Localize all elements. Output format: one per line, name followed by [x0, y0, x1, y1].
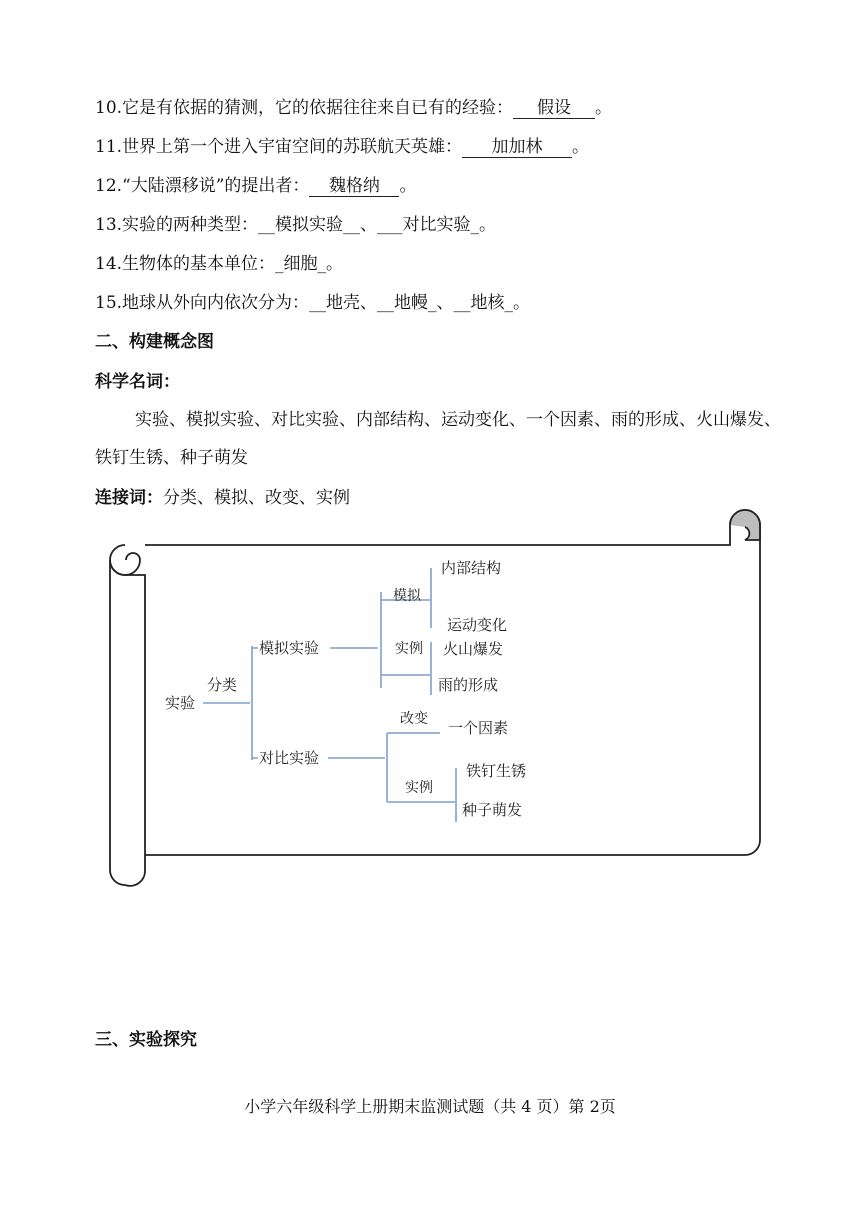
- answer-blank: 假设: [513, 98, 595, 119]
- connector: [381, 600, 430, 675]
- question-number: 14.: [95, 254, 123, 274]
- node-simulation-experiment: 模拟实验: [259, 639, 320, 657]
- answer-1: __地壳: [309, 293, 361, 313]
- question-number: 11.: [95, 137, 123, 157]
- punctuation: 。: [572, 137, 590, 157]
- node-internal-structure: 内部结构: [441, 559, 502, 577]
- node-nail-rusting: 铁钉生锈: [466, 762, 527, 780]
- separator: 、: [360, 215, 378, 235]
- question-text: 生物体的基本单位：: [122, 254, 276, 274]
- answer-blank: 加加林: [462, 137, 572, 158]
- link-words: 分类、模拟、改变、实例: [163, 488, 350, 508]
- link-classify: 分类: [207, 676, 238, 694]
- question-number: 10.: [95, 98, 123, 118]
- link-example-1: 实例: [395, 641, 423, 657]
- answer-1: __模拟实验__: [258, 215, 361, 235]
- section-3-heading: 三、实验探究: [95, 1030, 197, 1050]
- question-text: 地球从外向内依次分为：: [122, 293, 310, 313]
- answer-1: _细胞_: [275, 254, 327, 274]
- punctuation: 。: [326, 254, 344, 274]
- question-number: 15.: [95, 293, 123, 313]
- node-seed-germination: 种子萌发: [462, 801, 523, 819]
- connector: [252, 648, 258, 758]
- node-rain-formation: 雨的形成: [438, 676, 499, 694]
- question-text: 实验的两种类型：: [122, 215, 259, 235]
- answer-2: ___对比实验_: [377, 215, 480, 235]
- link-label: 连接词：: [95, 488, 163, 508]
- node-volcano-eruption: 火山爆发: [443, 640, 504, 658]
- separator: 、: [436, 293, 454, 313]
- answer-2: __地幔_: [377, 293, 437, 313]
- answer-3: __地核_: [453, 293, 514, 313]
- question-text: 世界上第一个进入宇宙空间的苏联航天英雄：: [122, 137, 463, 157]
- question-number: 13.: [95, 215, 123, 235]
- punctuation: 。: [513, 293, 531, 313]
- punctuation: 。: [399, 176, 417, 196]
- scroll-frame: [110, 510, 760, 886]
- terms-paragraph: 实验、模拟实验、对比实验、内部结构、运动变化、一个因素、雨的形成、火山爆发、铁钉生锈、种子萌发: [95, 410, 781, 468]
- section-2-heading: 二、构建概念图: [95, 332, 214, 352]
- punctuation: 。: [479, 215, 497, 235]
- answer-blank: 魏格纳: [309, 176, 399, 197]
- question-text: 它是有依据的猜测，它的依据往往来自已有的经验：: [122, 98, 514, 118]
- page-footer: 小学六年级科学上册期末监测试题（共 4 页）第 2页: [244, 1097, 616, 1116]
- node-comparison-experiment: 对比实验: [259, 749, 320, 767]
- node-motion-change: 运动变化: [447, 616, 508, 634]
- question-text: “大陆漂移说”的提出者：: [122, 176, 310, 196]
- question-number: 12.: [95, 176, 123, 196]
- node-root: 实验: [165, 694, 196, 712]
- punctuation: 。: [595, 98, 613, 118]
- link-change: 改变: [400, 711, 428, 727]
- link-simulate: 模拟: [393, 588, 421, 604]
- node-one-factor: 一个因素: [448, 719, 509, 737]
- terms-label: 科学名词：: [95, 372, 180, 392]
- link-example-2: 实例: [405, 780, 433, 796]
- separator: 、: [360, 293, 378, 313]
